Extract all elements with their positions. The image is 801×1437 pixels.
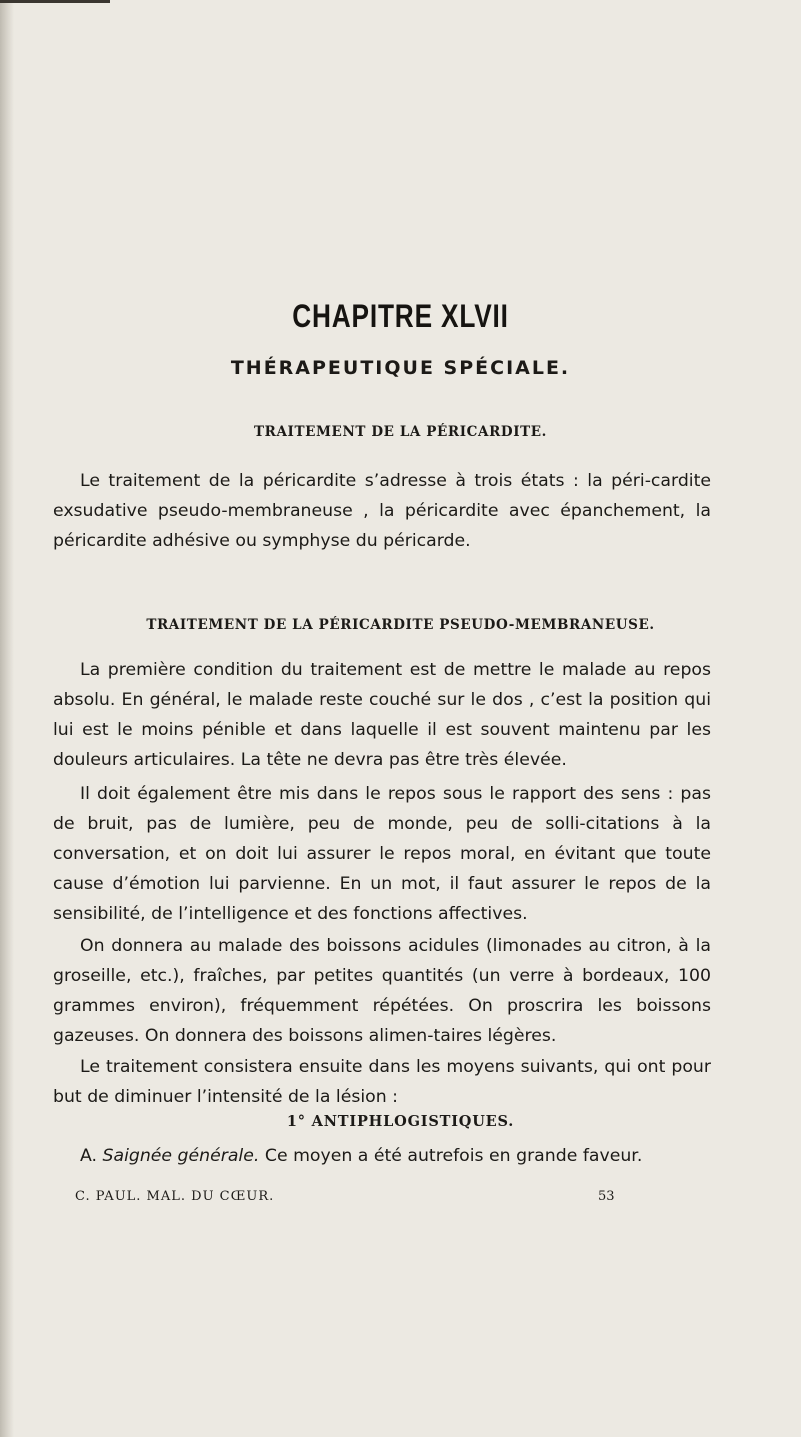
chapter-subtitle: THÉRAPEUTIQUE SPÉCIALE. [230, 357, 571, 379]
paragraph-saignee-title: Saignée générale. [102, 1146, 260, 1166]
section-heading-pseudo-membraneuse: TRAITEMENT DE LA PÉRICARDITE PSEUDO-MEMBRANEUSE. [146, 617, 655, 633]
paragraph-moyens-suivants: Le traitement consistera ensuite dans les moyens suivants, qui ont pour but de diminuer l’intensité de la lésion : [53, 1057, 711, 1107]
page-edge-shadow [0, 0, 14, 1437]
paragraph-repos-des-sens: Il doit également être mis dans le repos sous le rapport des sens : pas de bruit, pas de lumière, peu de monde, peu de solli-citations à la conversation, et on doit lui assurer le repos moral, en évitant que toute cause d’émotion lui parvienne. En un mot, il faut assurer le repos de la sensibilité, de l’intelligence et des fonctions affectives. [53, 784, 711, 924]
paragraph-saignee-text: Ce moyen a été autrefois en grande faveur. [264, 1146, 643, 1166]
section-heading-traitement-pericardite: TRAITEMENT DE LA PÉRICARDITE. [254, 424, 547, 440]
page-signature-number: 53 [598, 1189, 615, 1204]
footer-signature: C. PAUL. MAL. DU CŒUR. [75, 1189, 275, 1204]
paragraph-etats-pericardite: Le traitement de la péricardite s’adresse à trois états : la péri-cardite exsudative pseudo-membraneuse , la péricardite avec épanchement, la péricardite adhésive ou symphyse du péricarde. [53, 471, 711, 551]
subheading-antiphlogistiques: 1° ANTIPHLOGISTIQUES. [286, 1113, 515, 1130]
paragraph-repos-absolu: La première condition du traitement est de mettre le malade au repos absolu. En général, le malade reste couché sur le dos , c’est la position qui lui est le moins pénible et dans laquelle il est souvent maintenu par les douleurs articulaires. La tête ne devra pas être très élevée. [53, 660, 711, 770]
paragraph-boissons-acidules: On donnera au malade des boissons acidules (limonades au citron, à la groseille, etc.), fraîches, par petites quantités (un verre à bordeaux, 100 grammes environ), fréquemment répétées. On proscrira les boissons gazeuses. On donnera des boissons alimen-taires légères. [53, 936, 711, 1046]
paragraph-saignee-label: A. [80, 1146, 98, 1166]
chapter-title: CHAPITRE XLVII [292, 298, 509, 334]
top-edge-mark [0, 0, 110, 3]
paragraph-saignee-generale [53, 1141, 711, 1171]
